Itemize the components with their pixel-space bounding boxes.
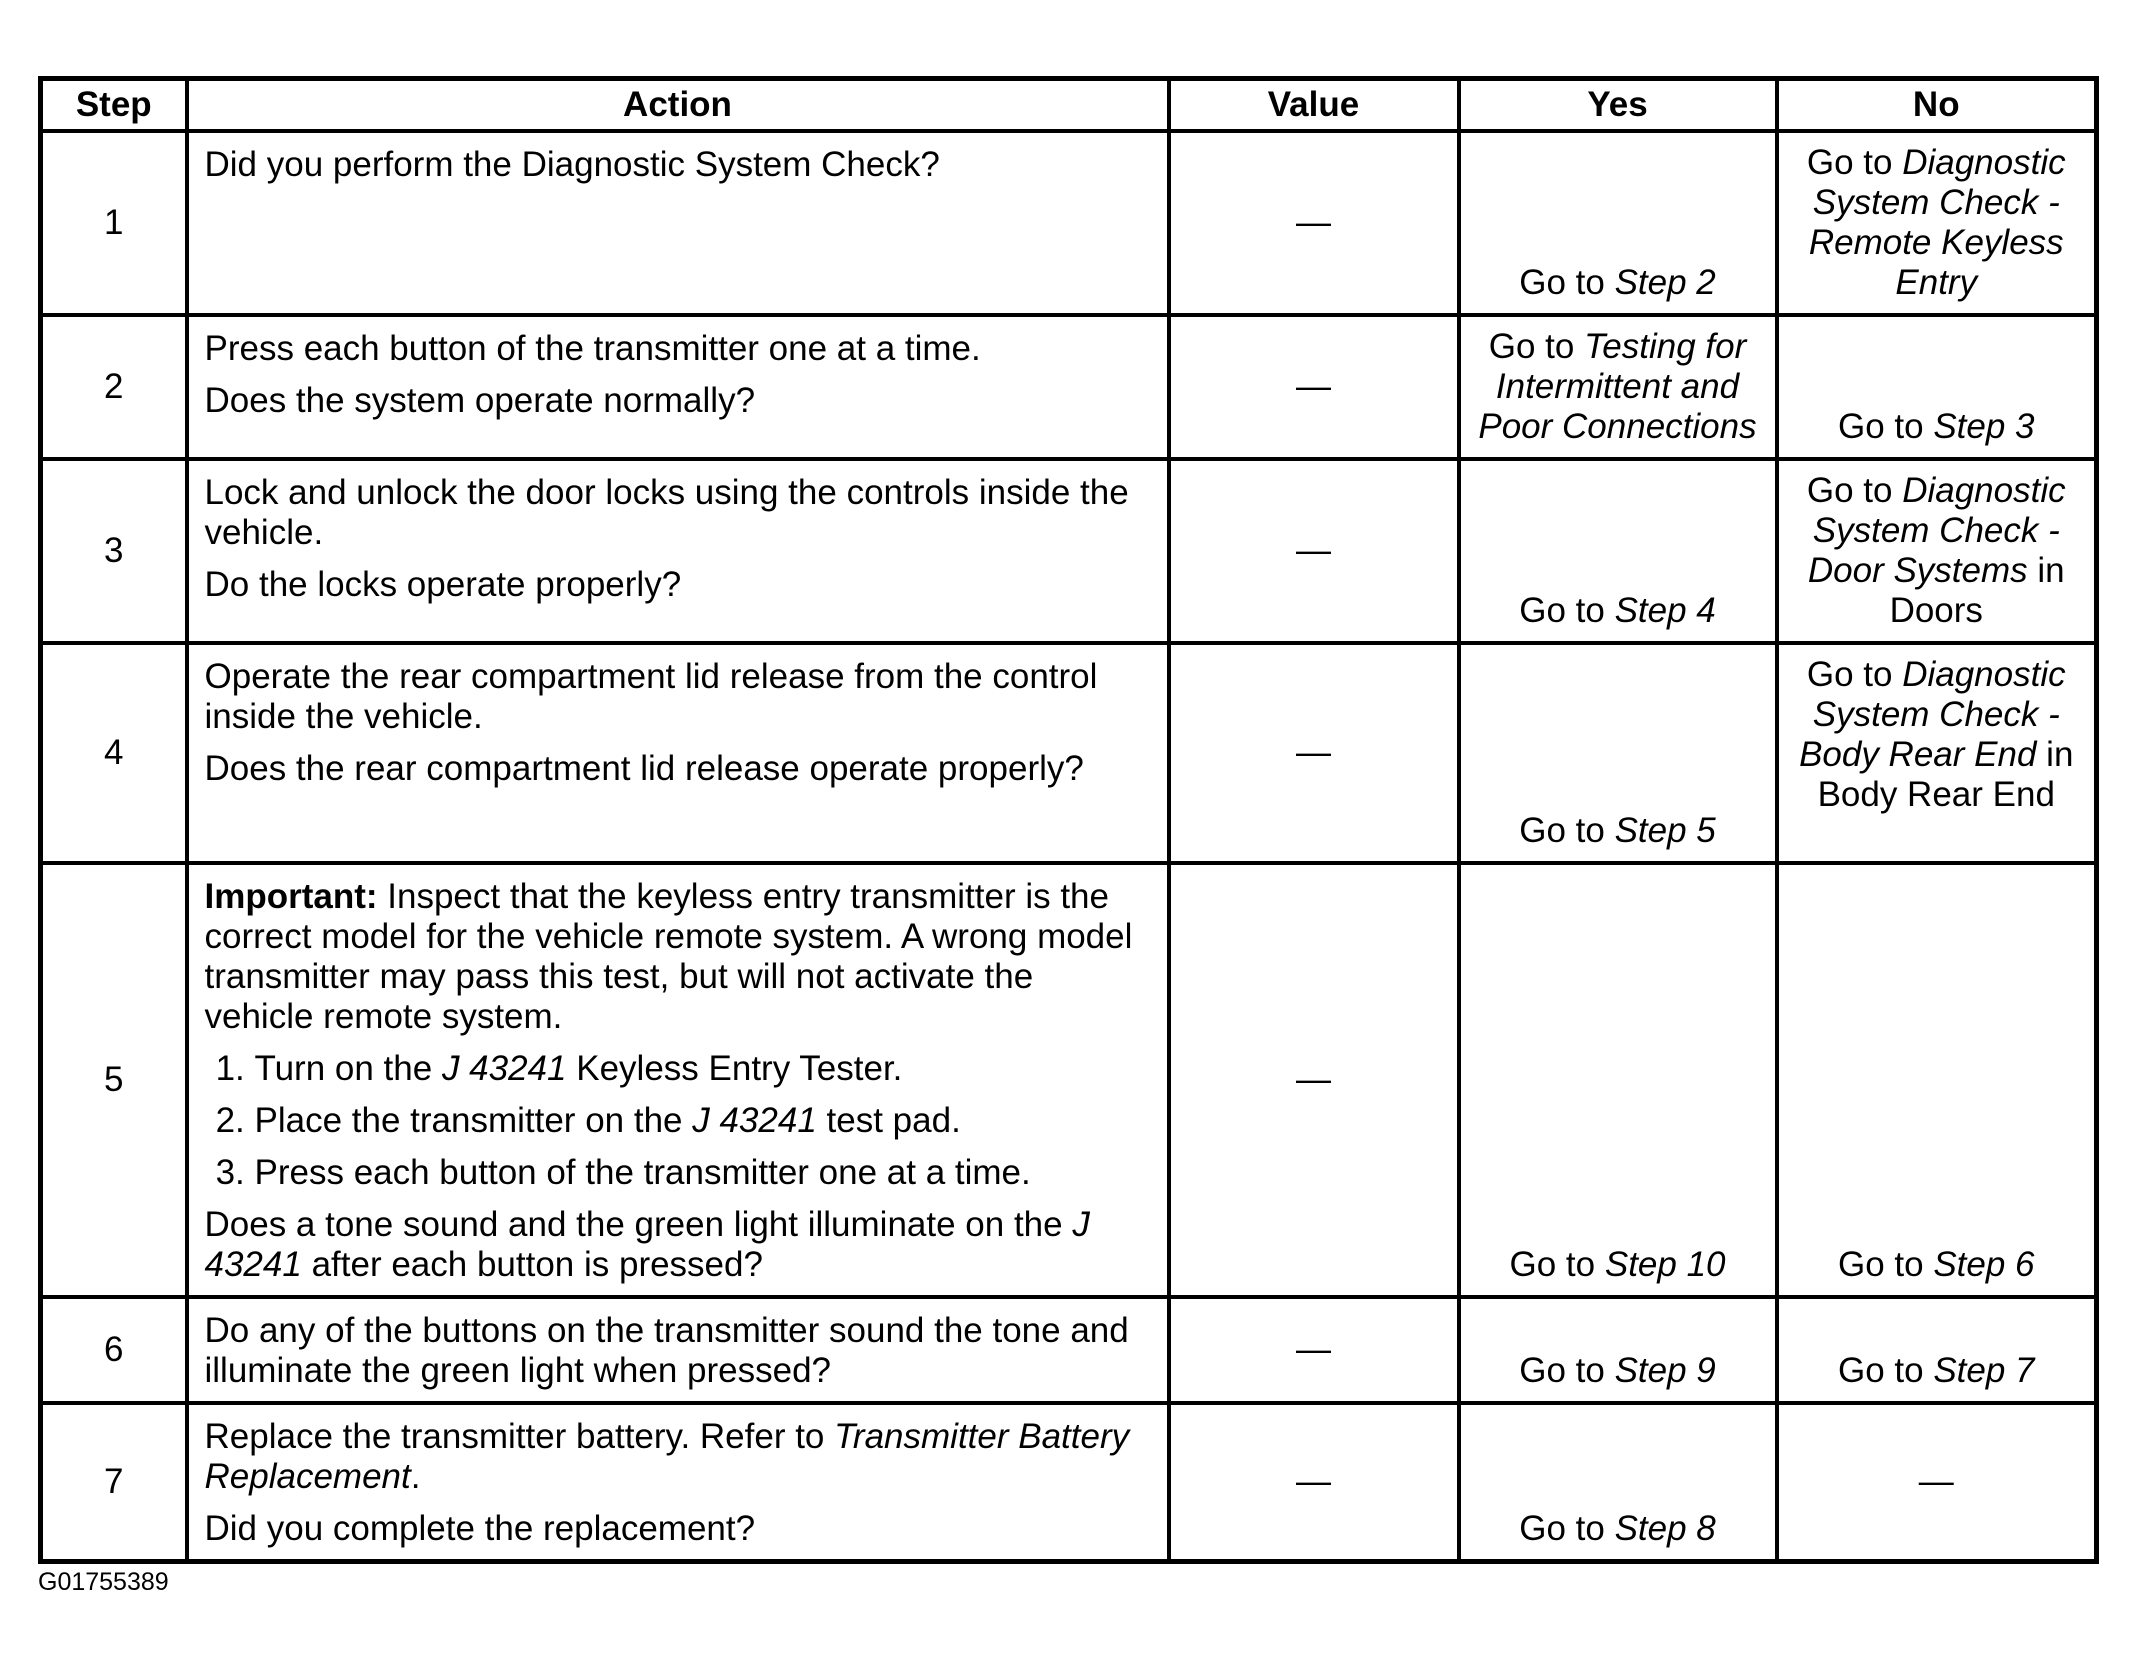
- table-row: [41, 643, 2097, 863]
- no-reference: Step 6: [1933, 1245, 2035, 1284]
- goto-label: Go to: [1519, 811, 1605, 850]
- goto-label: Go to: [1519, 1351, 1605, 1390]
- header-row: [41, 79, 2097, 132]
- action-text: Did you perform the Diagnostic System Check?: [204, 145, 940, 184]
- action-text: Operate the rear compartment lid release from the control inside the vehicle.: [204, 657, 1098, 736]
- action-question: Did you complete the replacement?: [204, 1509, 756, 1548]
- header-yes: Yes: [1459, 79, 1777, 132]
- yes-cell: [1459, 1297, 1777, 1403]
- step-number: 5: [41, 863, 187, 1297]
- step-number: 2: [41, 315, 187, 459]
- action-cell: [187, 1297, 1169, 1403]
- value-cell: —: [1169, 1403, 1459, 1562]
- no-suffix: in Doors: [1889, 551, 2065, 630]
- no-cell: [1777, 315, 2097, 459]
- list-item: 3. Press each button of the transmitter one at a time.: [255, 1153, 1151, 1193]
- yes-cell: [1459, 315, 1777, 459]
- table-row: [41, 315, 2097, 459]
- yes-reference: Testing for Intermittent and Poor Connections: [1478, 327, 1757, 446]
- yes-reference: Step 4: [1614, 591, 1716, 630]
- no-reference: Diagnostic System Check - Remote Keyless Entry: [1808, 143, 2066, 302]
- important-text: Inspect that the keyless entry transmitter is the correct model for the vehicle remote system. A wrong model transmitter may pass this test, but will not activate the vehicle remote system.: [204, 877, 1133, 1036]
- value-cell: —: [1169, 315, 1459, 459]
- tool-reference: J 43241: [441, 1049, 567, 1088]
- step-number: 1: [41, 131, 187, 315]
- action-cell: [187, 459, 1169, 643]
- goto-label: Go to: [1806, 471, 1893, 510]
- step-number: 3: [41, 459, 187, 643]
- procedure-reference: Transmitter Battery Replacement: [204, 1417, 1130, 1496]
- yes-cell: [1459, 459, 1777, 643]
- procedure-list: [205, 1049, 1151, 1193]
- action-text: Replace the transmitter battery. Refer to Transmitter Battery Replacement.: [204, 1417, 1130, 1496]
- value-cell: —: [1169, 1297, 1459, 1403]
- yes-cell: [1459, 131, 1777, 315]
- goto-label: Go to: [1837, 1245, 1924, 1284]
- action-question: Does the rear compartment lid release operate properly?: [204, 749, 1084, 788]
- action-text: Press each button of the transmitter one at a time.: [204, 329, 981, 368]
- no-cell: —: [1777, 1403, 2097, 1562]
- table-row: [41, 863, 2097, 1297]
- goto-label: Go to: [1806, 143, 1893, 182]
- value-cell: —: [1169, 863, 1459, 1297]
- action-cell: [187, 1403, 1169, 1562]
- goto-label: Go to: [1488, 327, 1575, 366]
- yes-reference: Step 8: [1614, 1509, 1716, 1548]
- important-label: Important:: [204, 877, 378, 916]
- no-suffix: in Body Rear End: [1817, 735, 2074, 814]
- action-cell: [187, 863, 1169, 1297]
- goto-label: Go to: [1806, 655, 1893, 694]
- goto-label: Go to: [1509, 1245, 1596, 1284]
- table-row: [41, 459, 2097, 643]
- list-item: 2. Place the transmitter on the J 43241 test pad.: [255, 1101, 1151, 1141]
- table-row: [41, 131, 2097, 315]
- action-cell: [187, 315, 1169, 459]
- yes-reference: Step 10: [1604, 1245, 1726, 1284]
- yes-cell: [1459, 1403, 1777, 1562]
- no-reference: Step 7: [1933, 1351, 2035, 1390]
- tool-reference: J 43241: [204, 1205, 1090, 1284]
- action-question: Does the system operate normally?: [204, 381, 756, 420]
- tool-reference: J 43241: [692, 1101, 817, 1140]
- step-number: 6: [41, 1297, 187, 1403]
- action-cell: [187, 131, 1169, 315]
- header-value: Value: [1169, 79, 1459, 132]
- step-number: 4: [41, 643, 187, 863]
- header-no: No: [1777, 79, 2097, 132]
- action-question: Does a tone sound and the green light illuminate on the J 43241 after each button is pressed?: [204, 1205, 1090, 1284]
- action-text: Do any of the buttons on the transmitter sound the tone and illuminate the green light when pressed?: [204, 1311, 1129, 1390]
- value-cell: —: [1169, 643, 1459, 863]
- no-cell: [1777, 643, 2097, 863]
- goto-label: Go to: [1837, 407, 1924, 446]
- important-note: [205, 877, 1151, 1037]
- no-cell: [1777, 459, 2097, 643]
- no-cell: [1777, 863, 2097, 1297]
- step-number: 7: [41, 1403, 187, 1562]
- value-cell: —: [1169, 131, 1459, 315]
- list-item: 1. Turn on the J 43241 Keyless Entry Tester.: [255, 1049, 1151, 1089]
- table-row: [41, 1297, 2097, 1403]
- action-question: Do the locks operate properly?: [204, 565, 682, 604]
- goto-label: Go to: [1519, 263, 1605, 302]
- header-action: Action: [187, 79, 1169, 132]
- no-reference: Step 3: [1933, 407, 2035, 446]
- figure-id: G01755389: [38, 1568, 169, 1596]
- yes-reference: Step 9: [1614, 1351, 1716, 1390]
- yes-cell: [1459, 863, 1777, 1297]
- yes-reference: Step 5: [1614, 811, 1716, 850]
- header-step: Step: [41, 79, 187, 132]
- table-row: [41, 1403, 2097, 1562]
- goto-label: Go to: [1519, 591, 1605, 630]
- diagnostic-table: [38, 76, 2099, 1564]
- yes-reference: Step 2: [1614, 263, 1716, 302]
- action-cell: [187, 643, 1169, 863]
- no-reference: Diagnostic System Check - Body Rear End: [1799, 655, 2066, 774]
- goto-label: Go to: [1519, 1509, 1605, 1548]
- no-cell: [1777, 131, 2097, 315]
- yes-cell: [1459, 643, 1777, 863]
- action-text: Lock and unlock the door locks using the controls inside the vehicle.: [204, 473, 1129, 552]
- no-cell: [1777, 1297, 2097, 1403]
- value-cell: —: [1169, 459, 1459, 643]
- no-reference: Diagnostic System Check - Door Systems: [1807, 471, 2066, 590]
- goto-label: Go to: [1837, 1351, 1924, 1390]
